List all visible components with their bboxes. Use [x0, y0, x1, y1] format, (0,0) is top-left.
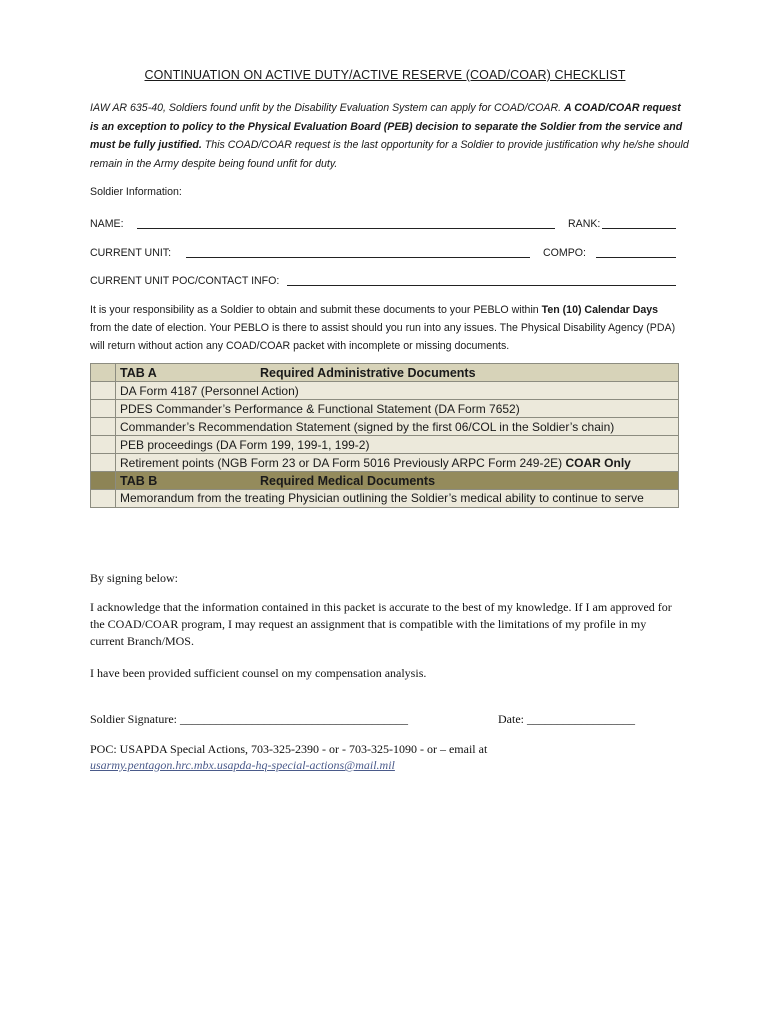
- checkbox-cell[interactable]: [91, 382, 116, 400]
- responsibility-text-1: It is your responsibility as a Soldier to obtain and submit these documents to your PEBLO within: [90, 304, 542, 316]
- unit-poc-label: CURRENT UNIT POC/CONTACT INFO:: [90, 275, 280, 287]
- responsibility-deadline: Ten (10) Calendar Days: [541, 304, 659, 316]
- compo-field[interactable]: [596, 257, 676, 258]
- email-link[interactable]: usarmy.pentagon.hrc.mbx.usapda-hq-special-actions@mail.mil: [90, 758, 395, 772]
- acknowledgement-statement: I acknowledge that the information contained in this packet is accurate to the best of my knowledge. If I am approved for the COAD/COAR program, I may request an assignment that is compatible with the limitations of my profile in my current Branch/MOS.: [90, 600, 672, 648]
- tab-a-item: Commander’s Recommendation Statement (signed by the first 06/COL in the Soldier’s chain): [116, 418, 679, 436]
- checkbox-cell[interactable]: [91, 418, 116, 436]
- date-label: Date:: [498, 712, 527, 726]
- tab-b-header: [116, 472, 679, 490]
- intro-text-bold: A COAD/COAR request is an exception to policy to the Physical Evaluation Board (PEB) decision to separate the Soldier from the service and must be fully justified.: [90, 102, 683, 151]
- tab-a-header-row: [91, 364, 679, 382]
- name-field[interactable]: [137, 228, 555, 229]
- current-unit-label: CURRENT UNIT:: [90, 247, 172, 259]
- intro-paragraph: [90, 99, 690, 173]
- signature-line[interactable]: [90, 712, 408, 727]
- checkbox-cell[interactable]: [91, 436, 116, 454]
- table-row: [91, 382, 679, 400]
- tab-a-item: PDES Commander’s Performance & Functional Statement (DA Form 7652): [116, 400, 679, 418]
- table-row: [91, 400, 679, 418]
- tab-a-heading: Required Administrative Documents: [260, 365, 476, 380]
- checkbox-cell[interactable]: [91, 454, 116, 472]
- checkbox-cell[interactable]: [91, 490, 116, 508]
- counsel-statement: I have been provided sufficient counsel on my compensation analysis.: [90, 666, 427, 680]
- name-label: NAME:: [90, 218, 124, 230]
- rank-label: RANK:: [568, 218, 601, 230]
- tab-a-header: [116, 364, 679, 382]
- responsibility-text-2: from the date of election. Your PEBLO is there to assist should you run into any issues. The Physical Disability Agency (PDA) will return without action any COAD/COAR packet with incomplete or missing documents.: [90, 322, 676, 352]
- intro-text-3: This COAD/COAR request is the last opportunity for a Soldier to provide justification why he/she should remain in the Army despite being found unfit for duty.: [90, 139, 689, 170]
- poc-info: POC: USAPDA Special Actions, 703-325-2390 - or - 703-325-1090 - or – email at: [90, 742, 488, 756]
- tab-a-item: PEB proceedings (DA Form 199, 199-1, 199-2): [116, 436, 679, 454]
- documents-checklist-table: [90, 363, 679, 508]
- tab-b-header-checkbox-cell: [91, 472, 116, 490]
- intro-text-1: IAW AR 635-40, Soldiers found unfit by the Disability Evaluation System can apply for COAD/COAR.: [90, 102, 564, 114]
- tab-b-label: TAB B: [120, 473, 158, 488]
- tab-b-header-row: [91, 472, 679, 490]
- soldier-info-heading: Soldier Information:: [90, 186, 182, 198]
- tab-a-header-checkbox-cell: [91, 364, 116, 382]
- unit-poc-field[interactable]: [287, 285, 676, 286]
- tab-a-label: TAB A: [120, 365, 157, 380]
- table-row: [91, 436, 679, 454]
- signature-label: Soldier Signature:: [90, 712, 180, 726]
- tab-a-item: DA Form 4187 (Personnel Action): [116, 382, 679, 400]
- tab-a-item: [116, 454, 679, 472]
- table-row: [91, 418, 679, 436]
- signature-field[interactable]: ______________________________________: [180, 712, 408, 726]
- date-field[interactable]: __________________: [527, 712, 635, 726]
- table-row: [91, 454, 679, 472]
- current-unit-field[interactable]: [186, 257, 530, 258]
- date-line[interactable]: [498, 712, 635, 727]
- tab-b-item: Memorandum from the treating Physician outlining the Soldier’s medical ability to continue to serve: [116, 490, 679, 508]
- table-row: [91, 490, 679, 508]
- responsibility-paragraph: [90, 301, 682, 355]
- tab-b-heading: Required Medical Documents: [260, 473, 436, 488]
- signing-intro: By signing below:: [90, 571, 179, 585]
- coar-only-note: COAR Only: [565, 455, 631, 470]
- tab-a-item-text: Retirement points (NGB Form 23 or DA Form 5016 Previously ARPC Form 249-2E): [120, 455, 566, 470]
- checkbox-cell[interactable]: [91, 400, 116, 418]
- compo-label: COMPO:: [543, 247, 586, 259]
- rank-field[interactable]: [602, 228, 676, 229]
- document-title: CONTINUATION ON ACTIVE DUTY/ACTIVE RESERVE (COAD/COAR) CHECKLIST: [144, 68, 626, 82]
